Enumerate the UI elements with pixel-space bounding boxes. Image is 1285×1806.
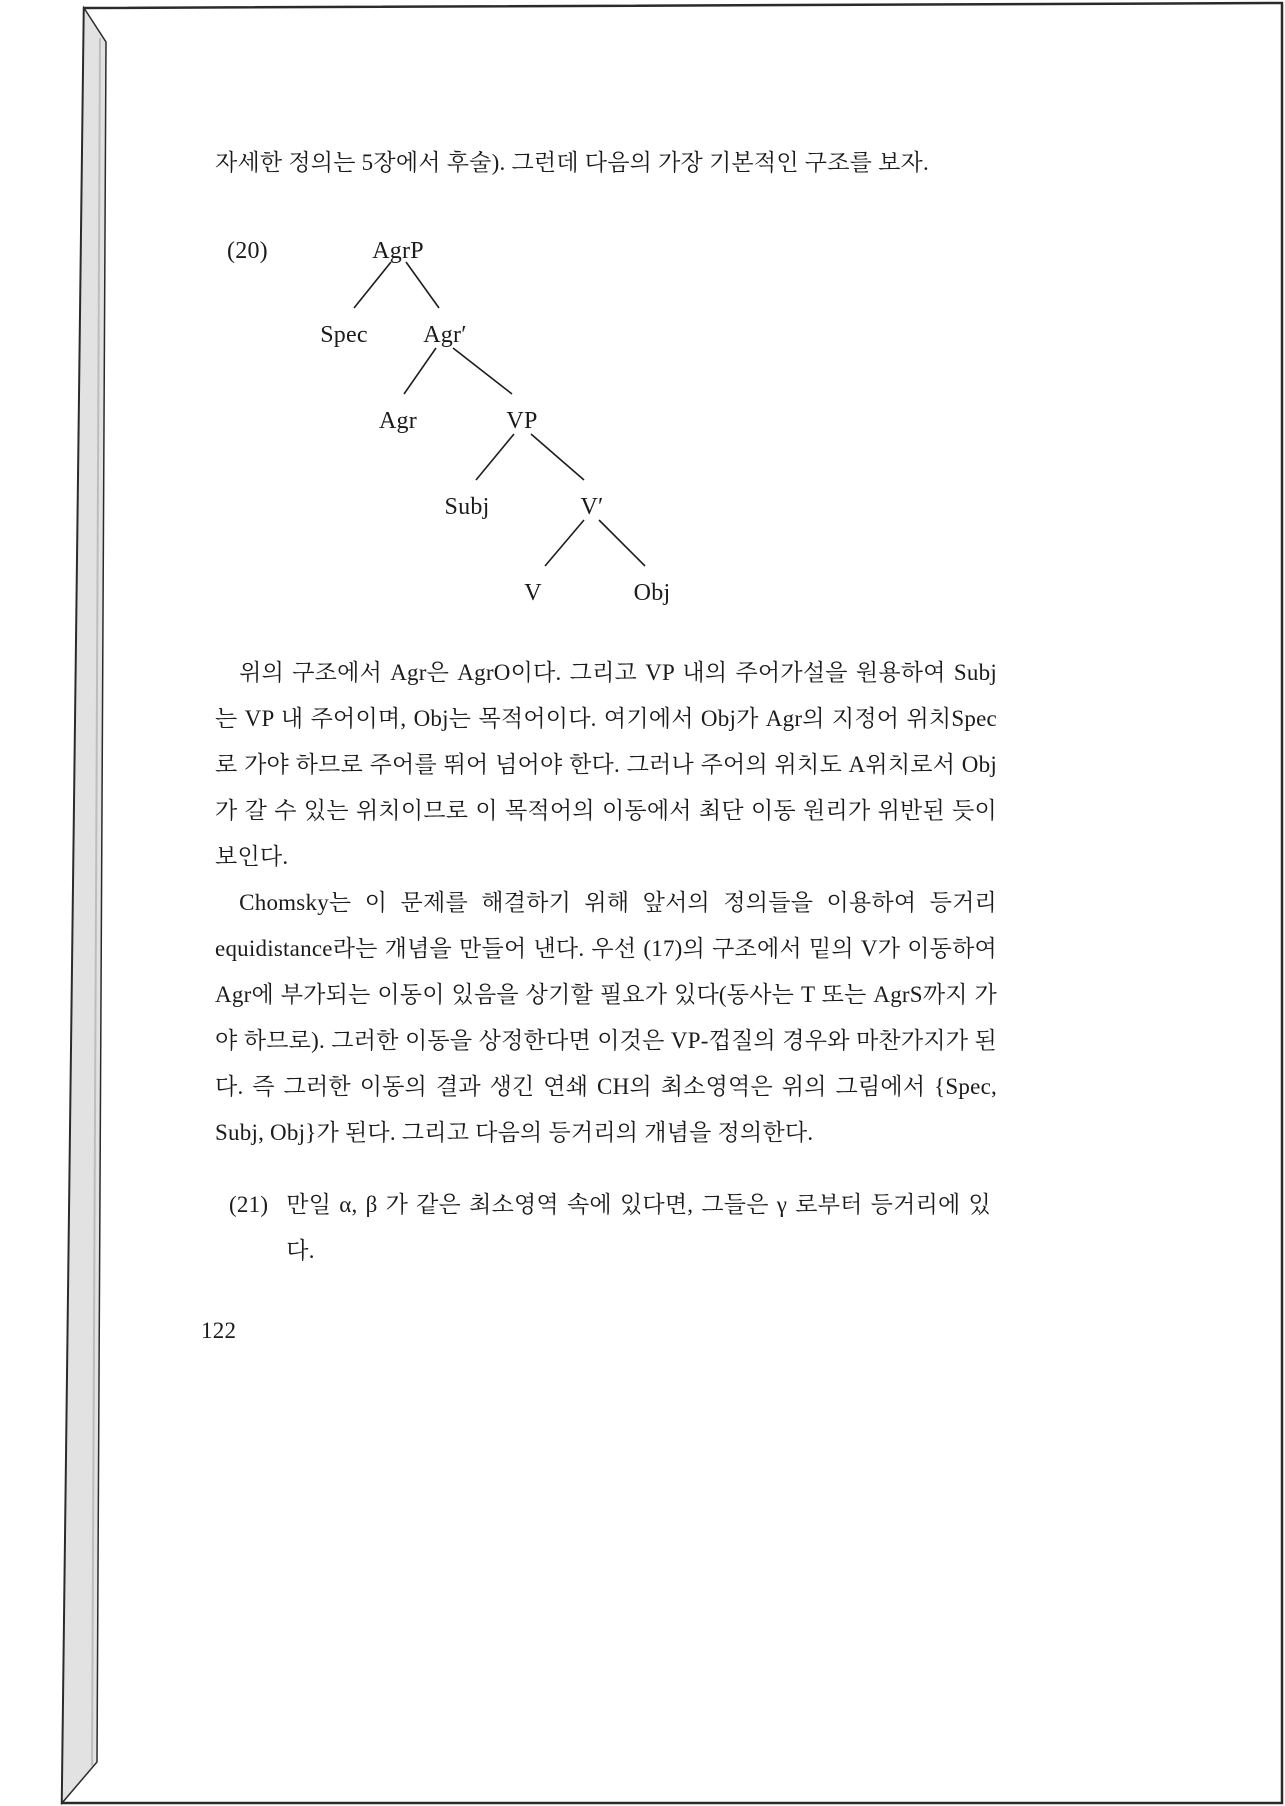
example-21-number: (21) (229, 1192, 269, 1217)
example-20-number: (20) (227, 238, 268, 264)
edge-vp-vbar (531, 434, 584, 480)
example-21 (215, 1182, 997, 1274)
page-number: 122 (201, 1318, 237, 1343)
tree-node-subj: Subj (444, 494, 490, 520)
edge-vbar-v (545, 520, 584, 566)
tree-node-agrp: AgrP (372, 238, 424, 264)
tree-node-obj: Obj (633, 580, 671, 606)
tree-node-vp: VP (506, 408, 538, 434)
paragraph-2: Chomsky는 이 문제를 해결하기 위해 앞서의 정의들을 이용하여 등거리equidistance라는 개념을 만들어 낸다. 우선 (17)의 구조에서 밑의 V가 이동하여 Agr에 부가되는 이동이 있음을 상기할 필요가 있다(동사는 T 또는 AgrS까지 가야 하므로). 그러한 이동을 상정한다면 이것은 VP-껍질의 경우와 마찬가지가 된다. 즉 그러한 이동의 결과 생긴 연쇄 CH의 최소영역은 위의 그림에서 {Spec, Subj, Obj}가 된다. 그리고 다음의 등거리의 개념을 정의한다. (215, 890, 997, 1145)
tree-edges (215, 218, 997, 618)
tree-node-agr-bar: Agr′ (423, 322, 467, 348)
paragraph-1: 위의 구조에서 Agr은 AgrO이다. 그리고 VP 내의 주어가설을 원용하여 Subj는 VP 내 주어이며, Obj는 목적어이다. 여기에서 Obj가 Agr의 지정어 위치Spec로 가야 하므로 주어를 뛰어 넘어야 한다. 그러나 주어의 위치도 A위치로서 Obj가 갈 수 있는 위치이므로 이 목적어의 이동에서 최단 이동 원리가 위반된 듯이 보인다. (215, 660, 997, 869)
tree-node-v-bar: V′ (580, 494, 604, 520)
page-content (201, 140, 997, 1354)
tree-node-agr: Agr (378, 408, 418, 434)
edge-vbar-obj (599, 520, 645, 566)
example-21-text: 만일 α, β 가 같은 최소영역 속에 있다면, 그들은 γ 로부터 등거리에 있다. (286, 1192, 991, 1263)
tree-node-spec: Spec (320, 322, 368, 348)
paragraph-intro: 자세한 정의는 5장에서 후술). 그런데 다음의 가장 기본적인 구조를 보자. (215, 150, 929, 175)
syntax-tree-figure (215, 218, 997, 618)
tree-node-v: V (524, 580, 542, 606)
